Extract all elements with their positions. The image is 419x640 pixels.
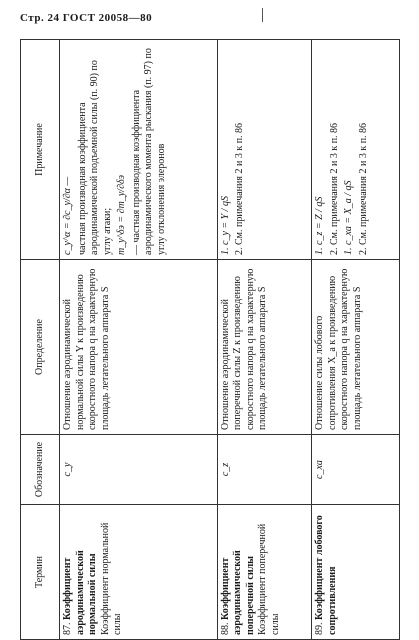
rotated-table-container <box>20 40 400 640</box>
term-cell <box>217 505 311 640</box>
note-cell <box>60 40 218 260</box>
corner-mark <box>262 8 263 22</box>
col-header-definition: Определение <box>21 260 60 435</box>
note-formula: 1. c_xa = X_a / qS <box>343 180 355 255</box>
term-name: Коэффициент лобового сопротивления <box>314 515 338 635</box>
term-name: Коэффициент аэродинамической нормальной силы <box>62 550 98 635</box>
page-header: Стр. 24 ГОСТ 20058—80 <box>20 12 153 24</box>
term-cell <box>60 505 218 640</box>
note-formula: c_y^α = ∂c_y/∂α — <box>62 176 73 255</box>
table-header-row <box>21 40 60 640</box>
note-text: частная производная коэффициента аэродинамической подъемной силы (п. 90) по углу атаки; <box>76 60 113 255</box>
definition-cell: Отношение аэродинамической нормальной силы Y к произведению скоростного напора q на характерную площадь летательного аппарата S <box>60 260 218 435</box>
note-text: 2. См. примечания 2 и 3 к п. 86 <box>357 122 369 255</box>
note-text: 2. См. примечания 2 и 3 к п. 86 <box>234 122 246 255</box>
term-cell <box>312 505 400 640</box>
col-header-note: Примечание <box>21 40 60 260</box>
note-cell <box>217 40 311 260</box>
term-alt: Коэффициент нормальной силы <box>99 522 123 635</box>
term-name: Коэффициент аэродинамической поперечной силы <box>219 550 256 635</box>
symbol-cell: c_xa <box>312 435 400 505</box>
symbol-cell: c_y <box>60 435 218 505</box>
note-text: 2. См. примечания 2 и 3 к п. 86 <box>328 122 340 255</box>
note-cell <box>312 40 400 260</box>
note-formula: 1. c_z = Z / qS <box>314 196 326 255</box>
terms-table <box>20 39 400 640</box>
term-alt: Коэффициент поперечной силы <box>257 523 281 635</box>
term-number: 89. <box>314 622 326 635</box>
col-header-symbol: Обозначение <box>21 435 60 505</box>
term-number: 87. <box>62 622 73 635</box>
definition-cell: Отношение силы лобового сопротивления X_a к произведению скоростного напора q на характерную площадь летательного аппарата S <box>312 260 400 435</box>
col-header-term: Термин <box>21 505 60 640</box>
symbol-cell: c_z <box>217 435 311 505</box>
definition-cell: Отношение аэродинамической поперечной силы Z к произведению скоростного напора q на характерную площадь летательного аппарата S <box>217 260 311 435</box>
note-formula: m_y^δэ = ∂m_y/∂δэ <box>116 174 127 255</box>
table-row <box>312 40 400 640</box>
table-row <box>217 40 311 640</box>
note-formula: 1. c_y = Y / qS <box>219 196 231 255</box>
note-text: — частная производная коэффициента аэродинамического момента рыскания (п. 97) по углу отклонения элеронов <box>130 48 167 255</box>
term-number: 88. <box>219 622 231 635</box>
rotated-table-area <box>20 40 400 640</box>
table-row <box>60 40 218 640</box>
